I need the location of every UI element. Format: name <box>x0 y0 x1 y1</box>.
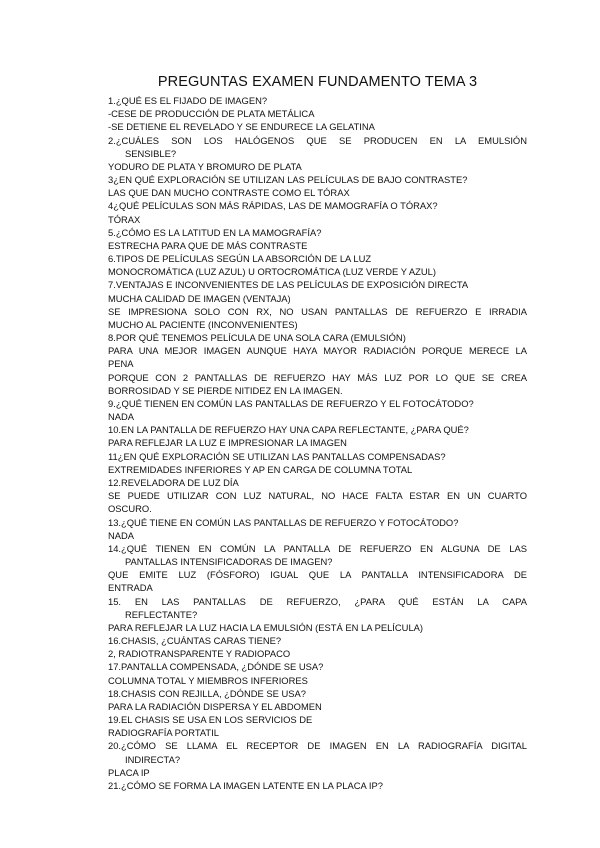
text-line: -CESE DE PRODUCCIÓN DE PLATA METÁLICA <box>108 108 315 120</box>
document-body <box>108 94 527 792</box>
text-line: 20.¿CÓMO SE LLAMA EL RECEPTOR DE IMAGEN EN LA RADIOGRAFÍA DIGITAL <box>108 740 527 752</box>
text-line: SE IMPRESIONA SOLO CON RX, NO USAN PANTALLAS DE REFUERZO E IRRADIA <box>108 305 527 317</box>
text-line: 16.CHASIS, ¿CUÁNTAS CARAS TIENE? <box>108 635 282 647</box>
text-line: 13.¿QUÉ TIENE EN COMÚN LAS PANTALLAS DE REFUERZO Y FOTOCÁTODO? <box>108 516 459 528</box>
text-line: MUCHA CALIDAD DE IMAGEN (VENTAJA) <box>108 292 291 304</box>
text-line: COLUMNA TOTAL Y MIEMBROS INFERIORES <box>108 674 308 686</box>
text-line: SE PUEDE UTILIZAR CON LUZ NATURAL, NO HACE FALTA ESTAR EN UN CUARTO <box>108 490 527 502</box>
text-line: 12.REVELADORA DE LUZ DÍA <box>108 476 239 488</box>
text-line: SENSIBLE? <box>125 147 177 159</box>
text-line: 6.TIPOS DE PELÍCULAS SEGÚN LA ABSORCIÓN DE LA LUZ <box>108 253 372 265</box>
text-line: 10.EN LA PANTALLA DE REFUERZO HAY UNA CAPA REFLECTANTE, ¿PARA QUÉ? <box>108 424 469 436</box>
text-line: PARA REFLEJAR LA LUZ HACIA LA EMULSIÓN (ESTÁ EN LA PELÍCULA) <box>108 621 424 633</box>
text-line: 14.¿QUÉ TIENEN EN COMÚN LA PANTALLA DE REFUERZO EN ALGUNA DE LAS <box>108 542 527 554</box>
text-line: OSCURO. <box>108 503 152 515</box>
text-line: REFLECTANTE? <box>125 608 198 620</box>
text-line: 11¿EN QUÉ EXPLORACIÓN SE UTILIZAN LAS PANTALLAS COMPENSADAS? <box>108 450 446 462</box>
text-line: ENTRADA <box>108 582 153 594</box>
text-line: 9.¿QUÉ TIENEN EN COMÚN LAS PANTALLAS DE REFUERZO Y EL FOTOCÁTODO? <box>108 397 474 409</box>
text-line: 1.¿QUÉ ES EL FIJADO DE IMAGEN? <box>108 95 268 106</box>
text-line: PANTALLAS INTENSIFICADORAS DE IMAGEN? <box>125 556 333 568</box>
text-line: PARA LA RADIACIÓN DISPERSA Y EL ABDOMEN <box>108 700 322 712</box>
text-line: PORQUE CON 2 PANTALLAS DE REFUERZO HAY MÁS LUZ POR LO QUE SE CREA <box>108 371 527 383</box>
text-line: EXTREMIDADES INFERIORES Y AP EN CARGA DE COLUMNA TOTAL <box>108 463 413 475</box>
text-line: YODURO DE PLATA Y BROMURO DE PLATA <box>108 160 302 172</box>
text-line: -SE DETIENE EL REVELADO Y SE ENDURECE LA GELATINA <box>108 121 375 133</box>
text-line: TÓRAX <box>108 213 141 225</box>
text-line: MUCHO AL PACIENTE (INCONVENIENTES) <box>108 318 298 330</box>
text-line: RADIOGRAFÍA PORTATIL <box>108 727 219 739</box>
text-line: LAS QUE DAN MUCHO CONTRASTE COMO EL TÓRAX <box>108 187 350 199</box>
text-line: NADA <box>108 529 135 541</box>
text-line: 15. EN LAS PANTALLAS DE REFUERZO, ¿PARA QUÉ ESTÁN LA CAPA <box>108 595 527 607</box>
text-line: 4¿QUÉ PELÍCULAS SON MÁS RÁPIDAS, LAS DE MAMOGRAFÍA O TÓRAX? <box>108 200 438 212</box>
text-line: INDIRECTA? <box>125 753 181 765</box>
text-line: 17.PANTALLA COMPENSADA, ¿DÓNDE SE USA? <box>108 661 324 673</box>
text-line: 18.CHASIS CON REJILLA, ¿DÓNDE SE USA? <box>108 687 306 699</box>
text-line: BORROSIDAD Y SE PIERDE NITIDEZ EN LA IMAGEN. <box>108 384 343 396</box>
text-line: QUE EMITE LUZ (FÓSFORO) IGUAL QUE LA PANTALLA INTENSIFICADORA DE <box>108 569 527 581</box>
text-line: 3¿EN QUÉ EXPLORACIÓN SE UTILIZAN LAS PELÍCULAS DE BAJO CONTRASTE? <box>108 174 468 186</box>
text-line: 7.VENTAJAS E INCONVENIENTES DE LAS PELÍCULAS DE EXPOSICIÓN DIRECTA <box>108 279 469 291</box>
text-line: PENA <box>108 358 134 370</box>
text-line: PLACA IP <box>108 766 150 778</box>
document-page <box>108 74 527 792</box>
text-line: 21.¿CÓMO SE FORMA LA IMAGEN LATENTE EN LA PLACA IP? <box>108 779 383 791</box>
text-line: 5.¿CÓMO ES LA LATITUD EN LA MAMOGRAFÍA? <box>108 226 322 238</box>
text-line: PARA UNA MEJOR IMAGEN AUNQUE HAYA MAYOR RADIACIÓN PORQUE MERECE LA <box>108 345 527 357</box>
text-line: PARA REFLEJAR LA LUZ E IMPRESIONAR LA IMAGEN <box>108 437 347 449</box>
text-line: NADA <box>108 411 135 423</box>
text-line: 19.EL CHASIS SE USA EN LOS SERVICIOS DE <box>108 714 313 726</box>
text-line: 2.¿CUÁLES SON LOS HALÓGENOS QUE SE PRODUCEN EN LA EMULSIÓN <box>108 134 527 146</box>
text-line: 2, RADIOTRANSPARENTE Y RADIOPACO <box>108 648 291 660</box>
text-line: MONOCROMÁTICA (LUZ AZUL) U ORTOCROMÁTICA (LUZ VERDE Y AZUL) <box>108 266 436 278</box>
text-line: ESTRECHA PARA QUE DE MÁS CONTRASTE <box>108 239 308 251</box>
document-title: PREGUNTAS EXAMEN FUNDAMENTO TEMA 3 <box>157 74 478 90</box>
text-line: 8.POR QUÉ TENEMOS PELÍCULA DE UNA SOLA CARA (EMULSIÓN) <box>108 332 406 344</box>
